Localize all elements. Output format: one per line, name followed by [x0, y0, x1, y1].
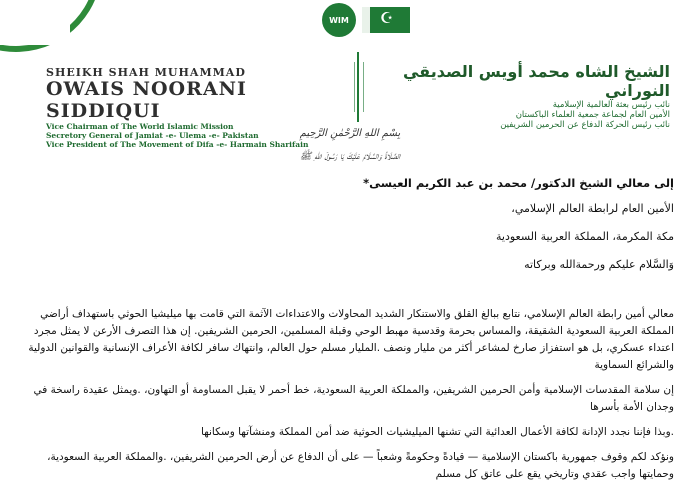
en-title-3: Vice President of The Movement of Difa -e- Harmain Sharifain: [46, 140, 309, 149]
letterhead-divider: [357, 52, 359, 122]
pakistan-flag-icon: [362, 7, 410, 33]
header-logos: [322, 3, 410, 37]
paragraph-1: معالي أمين رابطة العالم الإسلامي، نتابع ببالغ القلق والاستنكار الشديد المحاولات والاعتداءات الآثمة التي قامت بها ميليشيا الحوثي باستهداف أراضي المملكة العربية السعودية الشقيقة، والمساس بحرمة وقدسية مهبط الوحي وقبلة المسلمين، الحرمين الشريفين. إن هذا التصرف الأرعن لا يمثل مجرد اعتداء عسكري، بل هو استفزاز صارخ لمشاعر أكثر من مليار ونصف .المليار مسلم حول العالم، وانتهاك سافر لكافة الأعراف الإنسانية والقوانين الدولية والشرائع السماوية: [28, 308, 674, 371]
ar-title-3: نائب رئيس الحركة الدفاع عن الحرمين الشريفين: [500, 120, 670, 130]
en-name-line1: SHEIKH SHAH MUHAMMAD: [46, 66, 246, 79]
address-line-1: الأمين العام لرابطة العالم الإسلامي،: [511, 202, 674, 215]
en-name-line2: OWAIS NOORANI SIDDIQUI: [46, 78, 247, 122]
salawat: الصَّلَاةُ وَالسَّلَامُ عَلَيْكَ يَا رَسُولَ اللّٰهِ ﷺ: [299, 151, 401, 162]
greeting-line: وَالسَّلام عليكم ورحمةالله وبركاته: [524, 258, 674, 271]
bismillah: بِسْمِ اللهِ الرَّحْمٰنِ الرَّحِيمِ: [299, 128, 401, 139]
ar-title-1: نائب رئيس بعثة العالمية الإسلامية: [552, 100, 670, 110]
recipient-line: إلى معالي الشيخ الدكتور/ محمد بن عبد الكريم العيسى*: [363, 176, 674, 190]
paragraph-3: .وبذا فإننا نجدد الإدانة لكافة الأعمال العدائية التي تشنها الميليشيات الحوثية ضد أمن المملكة ومنشآتها وسكانها: [200, 426, 674, 438]
address-line-2: مكة المكرمة، المملكة العربية السعودية: [496, 230, 674, 243]
wim-logo: [322, 3, 356, 37]
letter-body: [24, 176, 674, 491]
paragraph-4: ونؤكد لكم وقوف جمهورية باكستان الإسلامية — قيادةً وحكومةً وشعباً — على أن الدفاع عن أرض الحرمين الشريفين، .والمملكة العربية السعودية، وحمايتها واجب عقدي وتاريخي يقع على عاتق كل مسلم: [47, 451, 674, 480]
ar-name: الشيخ الشاه محمد أويس الصديقي النوراني: [402, 62, 670, 100]
wim-logo-text: WIM: [329, 15, 349, 25]
ar-title-2: الأمين العام لجماعة جمعية العلماء الباكستان: [515, 110, 670, 120]
en-title-2: Secretory General of Jamiat -e- Ulema -e- Pakistan: [46, 131, 259, 140]
paragraph-2: إن سلامة المقدسات الإسلامية وأمن الحرمين الشريفين، والمملكة العربية السعودية، خط أحمر لا يقبل المساومة أو التهاون، .ويمثل عقيدة راسخة في وجدان الأمة بأسرها: [33, 384, 674, 413]
en-title-1: Vice Chairman of The World Islamic Mission: [46, 122, 234, 131]
arabic-letterhead: [380, 62, 670, 130]
